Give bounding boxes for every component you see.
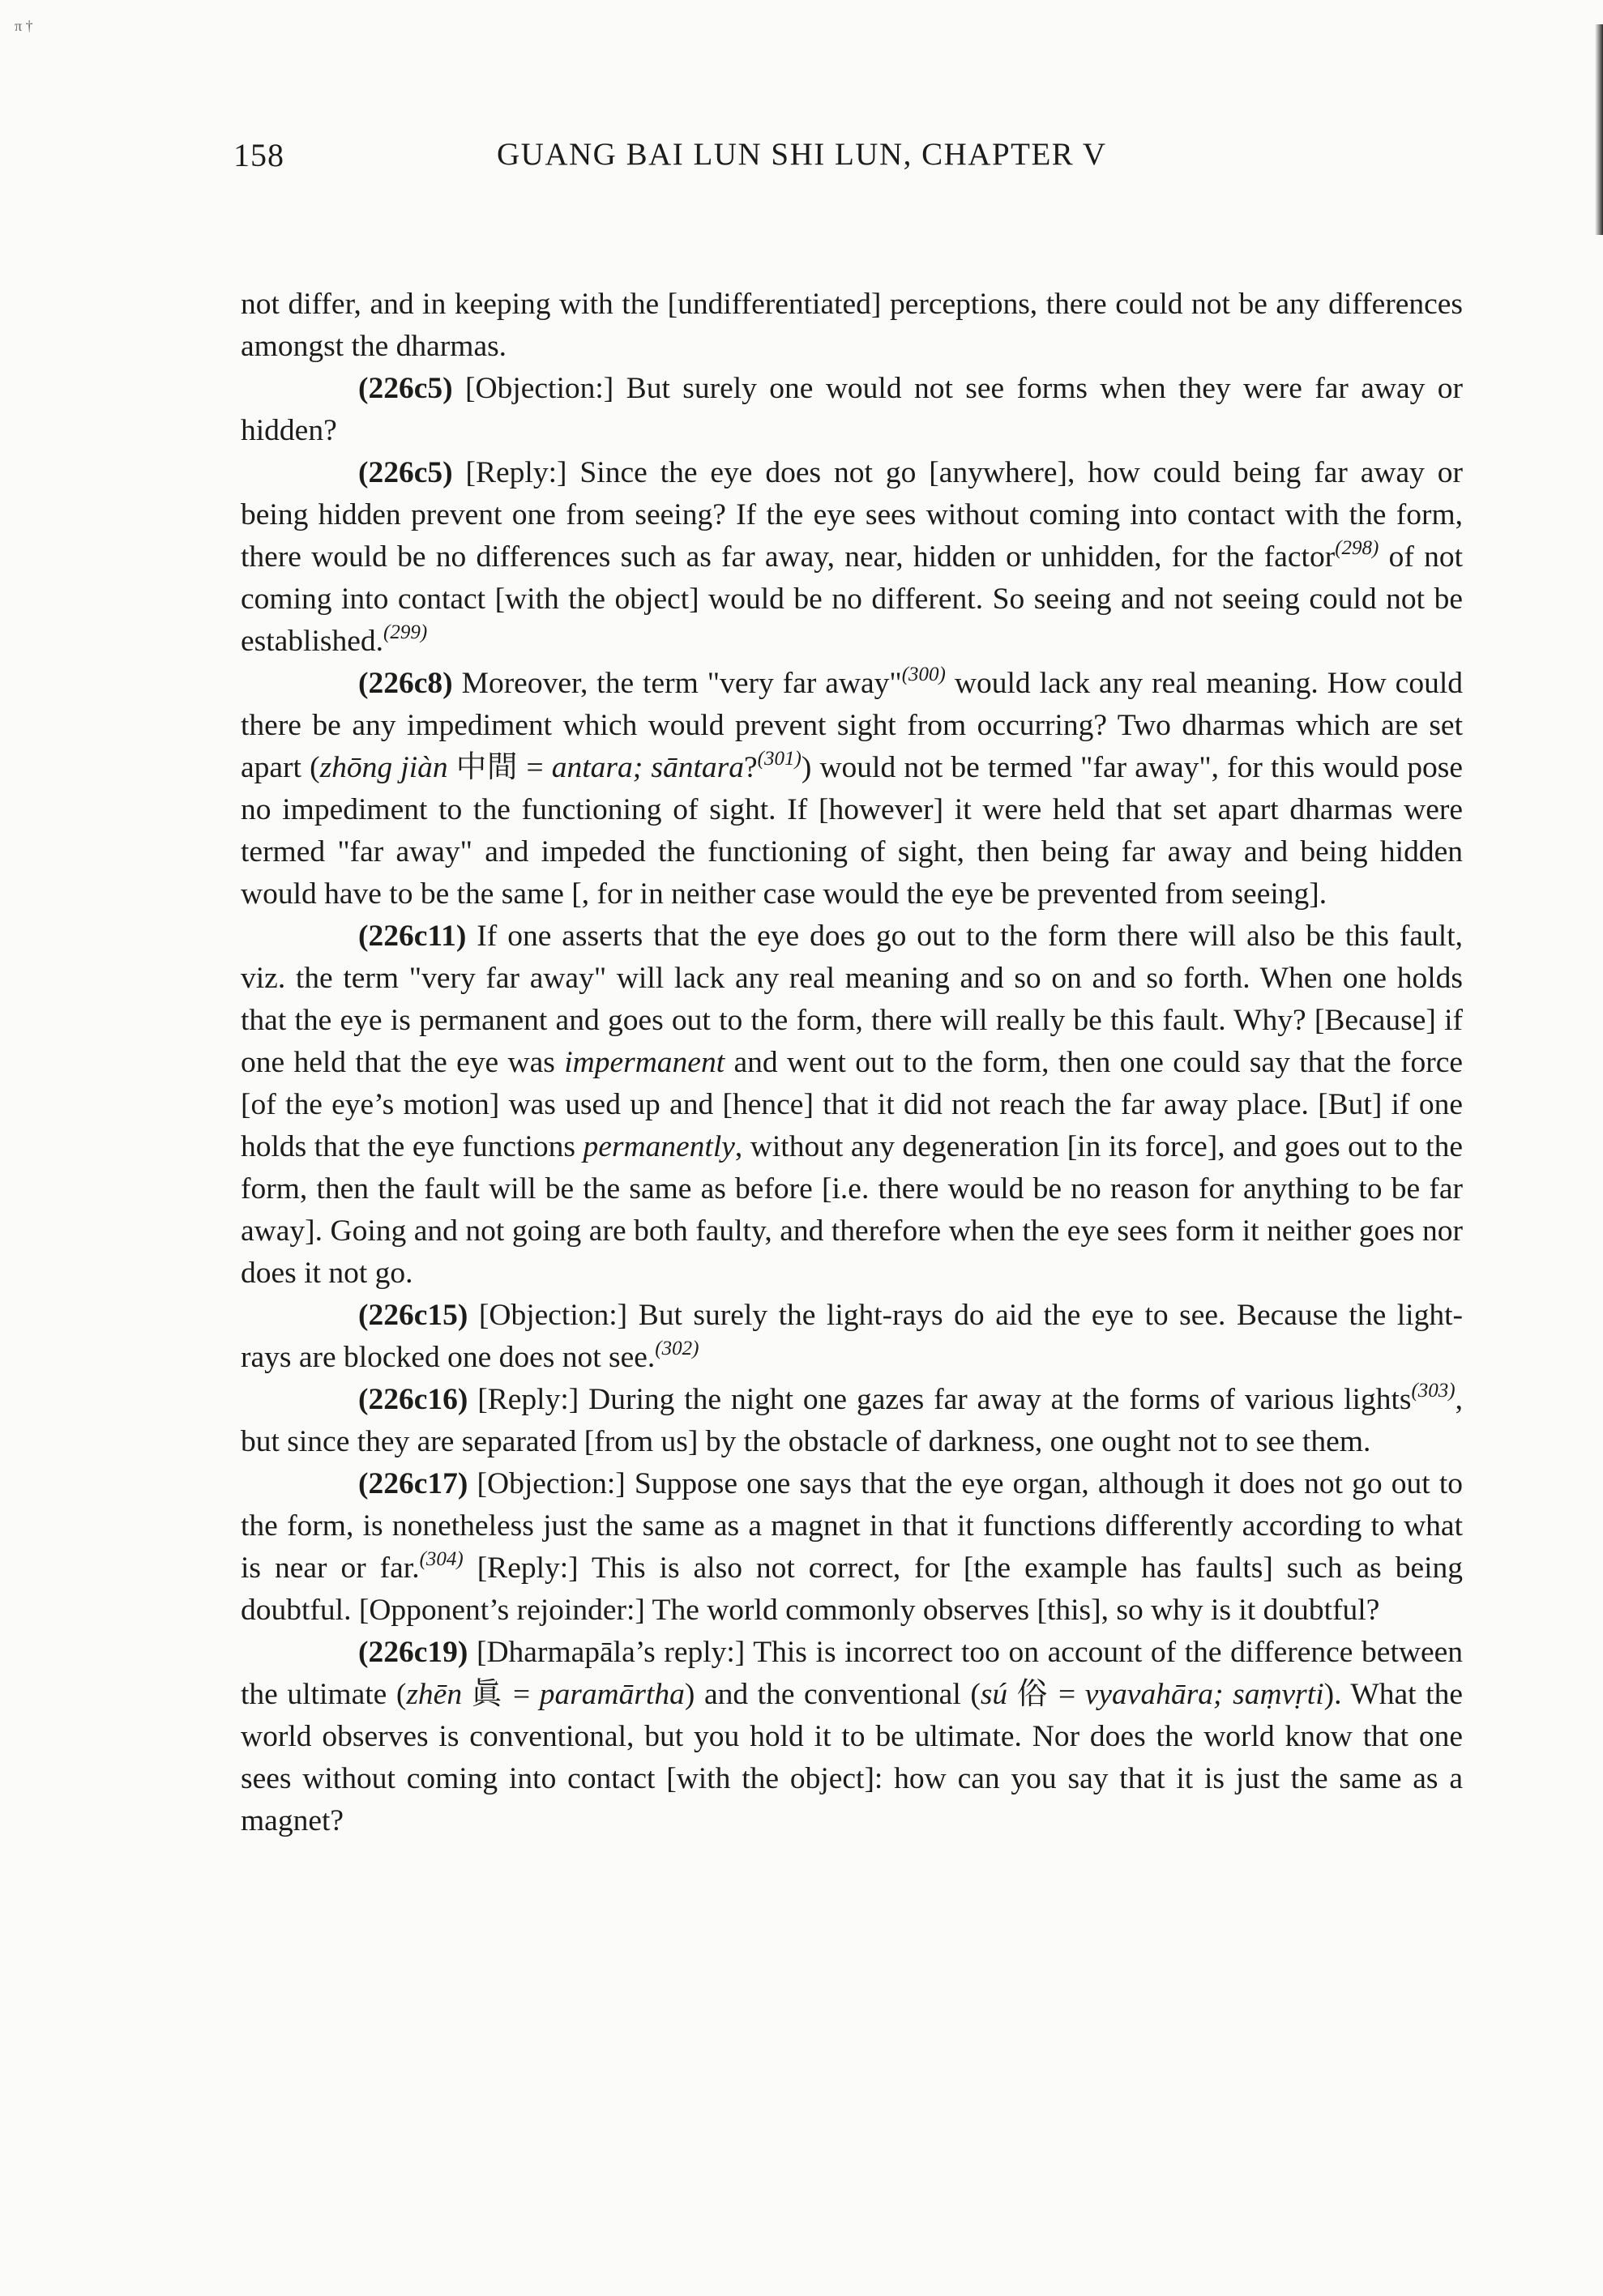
italic-term: paramārtha [539, 1678, 685, 1711]
footnote-marker: (298) [1335, 537, 1379, 559]
paragraph-text: Moreover, the term "very far away" [452, 667, 902, 700]
paragraph-text: ? [744, 751, 758, 784]
footnote-marker: (299) [383, 621, 428, 643]
paragraph-text: , without any degeneration [in its force], and goes out to the form, then the fault will be the same as before [i.e. there would be no reason for anything to be far away]. Going and not going are both faulty, and therefore when the eye sees form it neither goes nor does it not go. [241, 1130, 1463, 1290]
paragraph-text: 俗 = [1007, 1678, 1085, 1711]
italic-term: sú [980, 1678, 1008, 1711]
italic-term: zhēn [406, 1678, 463, 1711]
paragraph-text: [Objection:] But surely one would not see forms when they were far away or hidden? [241, 372, 1463, 447]
body-text [241, 284, 1463, 1842]
paragraph [241, 368, 1463, 452]
scan-edge-shadow [1595, 24, 1603, 235]
section-reference: (226c8) [358, 667, 453, 700]
paragraph-text: ) would not be termed "far away", for this would pose no impediment to the functioning of sight. If [however] it were held that set apart dharmas were termed "far away" and impeded the functioning of sight, then being far away and being hidden would have to be the same [, for in neither case would the eye be prevented from seeing]. [241, 751, 1463, 911]
footnote-marker: (302) [655, 1338, 699, 1359]
paragraph-text: [Reply:] During the night one gazes far away at the forms of various lights [468, 1383, 1412, 1416]
paragraph-text: [Reply:] This is also not correct, for [the example has faults] such as being doubtful. [Opponent’s rejoinder:] The world commonly observes [this], so why is it doubtful? [241, 1551, 1464, 1627]
italic-term: zhōng jiàn [319, 751, 448, 784]
paragraph [241, 452, 1463, 663]
paragraph-text: ) and the conventional ( [684, 1678, 981, 1711]
paragraph [241, 1295, 1463, 1379]
paragraph [241, 663, 1463, 915]
section-reference: (226c16) [358, 1383, 468, 1416]
footnote-marker: (304) [419, 1548, 464, 1570]
paragraph-text: 中間 = [447, 751, 552, 784]
paragraph-text: would lack any real meaning. How could there be any impediment which would prevent sight from occurring? Two dharmas which are set apart ( [241, 667, 1463, 784]
paragraph-text: [Reply:] Since the eye does not go [anywhere], how could being far away or being hidden prevent one from seeing? If the eye sees without coming into contact with the form, there would be no differences such as far away, near, hidden or unhidden, for the factor [241, 456, 1463, 574]
running-head: GUANG BAI LUN SHI LUN, CHAPTER V [497, 137, 1107, 172]
paragraph [241, 1632, 1463, 1842]
italic-term: antara; sāntara [551, 751, 744, 784]
paragraph [241, 915, 1463, 1295]
section-reference: (226c19) [358, 1636, 468, 1669]
paragraph [241, 1463, 1463, 1632]
paragraph-text: 眞 = [462, 1678, 540, 1711]
page-header [233, 136, 1457, 185]
section-reference: (226c15) [358, 1299, 468, 1332]
italic-term: permanently [583, 1130, 735, 1163]
section-reference: (226c11) [358, 920, 467, 953]
italic-term: impermanent [564, 1046, 725, 1079]
italic-term: vyavahāra; saṃvṛti [1084, 1678, 1324, 1711]
paragraph-text: [Objection:] But surely the light-rays do aid the eye to see. Because the light-rays are blocked one does not see. [241, 1299, 1463, 1374]
section-reference: (226c17) [358, 1467, 468, 1500]
page-number: 158 [233, 137, 284, 173]
paragraph [241, 1379, 1463, 1463]
paragraph-text: [Dharmapāla’s reply:] This is incorrect too on account of the difference between the ultimate ( [241, 1636, 1463, 1711]
section-reference: (226c5) [358, 372, 453, 405]
paragraph-text: [Objection:] Suppose one says that the eye organ, although it does not go out to the form, is nonetheless just the same as a magnet in that it functions differently according to what is near or far. [241, 1467, 1463, 1585]
paragraph-text: ). What the world observes is conventional, but you hold it to be ultimate. Nor does the world know that one sees without coming into contact [with the object]: how can you say that it is just the same as a magnet? [241, 1678, 1463, 1837]
paragraph-text: and went out to the form, then one could say that the force [of the eye’s motion] was used up and [hence] that it did not reach the far away place. [But] if one holds that the eye functions [241, 1046, 1463, 1163]
paragraph-text: not differ, and in keeping with the [undifferentiated] perceptions, there could not be any differences amongst the dharmas. [241, 288, 1463, 363]
paragraph-text: , but since they are separated [from us] by the obstacle of darkness, one ought not to see them. [241, 1383, 1463, 1458]
scan-mark: π † [15, 18, 33, 34]
footnote-marker: (301) [757, 748, 802, 770]
paragraph-text: If one asserts that the eye does go out to the form there will also be this fault, viz. the term "very far away" will lack any real meaning and so on and so forth. When one holds that the eye is permanent and goes out to the form, there will really be this fault. Why? [Because] if one held that the eye was [241, 920, 1463, 1079]
footnote-marker: (300) [901, 664, 946, 685]
section-reference: (226c5) [358, 456, 453, 489]
paragraph [241, 284, 1463, 368]
footnote-marker: (303) [1411, 1380, 1456, 1402]
paragraph-text: of not coming into contact [with the object] would be no different. So seeing and not seeing could not be established. [241, 540, 1463, 658]
